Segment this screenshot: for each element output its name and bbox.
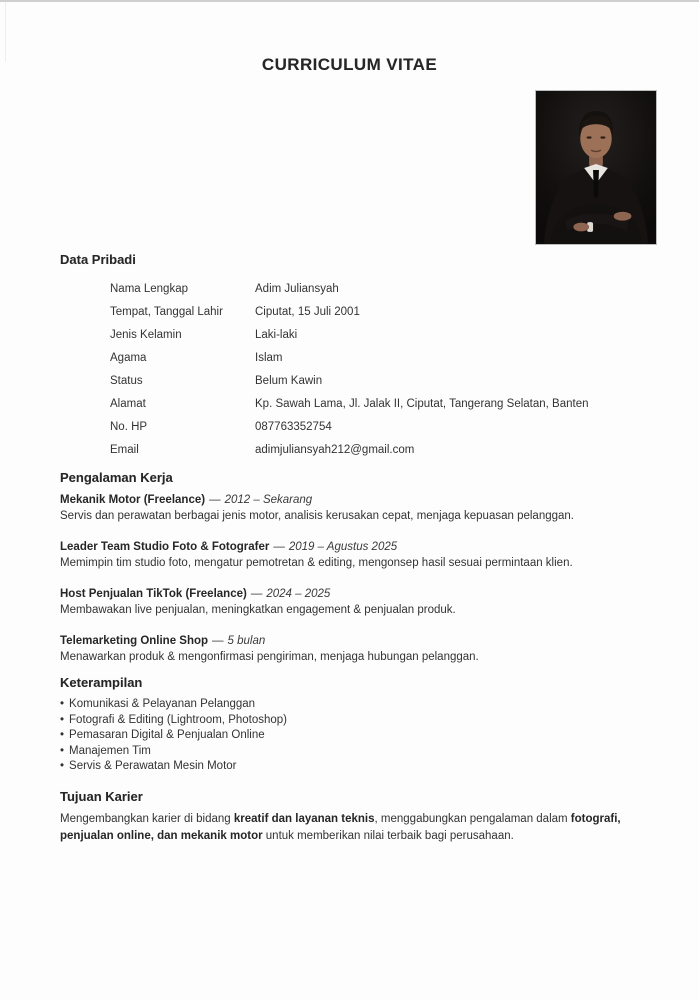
tujuan-karier-heading: Tujuan Karier xyxy=(60,788,143,804)
objective-bold-segment: fotografi, penjualan online, dan mekanik motor xyxy=(60,812,621,842)
skill-item xyxy=(60,728,640,744)
left-eye xyxy=(587,136,592,138)
section-keterampilan xyxy=(60,675,640,775)
keterampilan-heading: Keterampilan xyxy=(60,675,143,690)
dash-separator: — xyxy=(212,635,224,647)
job-description: Memimpin tim studio foto, mengatur pemotretan & editing, mengonsep hasil sesuai permintaan klien. xyxy=(60,557,573,569)
field-label: Status xyxy=(110,374,143,387)
pengalaman-kerja-heading: Pengalaman Kerja xyxy=(60,470,173,485)
personal-row-agama xyxy=(60,346,640,369)
personal-row-ttl xyxy=(60,300,640,323)
skill-label: Fotografi & Editing (Lightroom, Photoshop) xyxy=(69,713,288,726)
job-title-line xyxy=(60,539,640,555)
personal-row-nama xyxy=(60,277,640,300)
field-label: Alamat xyxy=(110,397,146,410)
bullet-glyph: • xyxy=(60,713,65,726)
skill-label: Pemasaran Digital & Penjualan Online xyxy=(69,729,265,741)
job-entry-host-tiktok xyxy=(60,586,640,618)
right-eye xyxy=(600,136,605,138)
field-label: Agama xyxy=(110,351,147,364)
job-description: Servis dan perawatan berbagai jenis motor, analisis kerusakan cepat, menjaga kepuasan pelanggan. xyxy=(60,510,574,522)
portrait-illustration xyxy=(536,91,656,244)
job-entry-telemarketing xyxy=(60,633,640,665)
objective-text-segment: untuk memberikan nilai terbaik bagi perusahaan. xyxy=(262,829,514,842)
skill-item xyxy=(60,713,640,729)
personal-row-jenis-kelamin xyxy=(60,323,640,346)
field-value: Adim Juliansyah xyxy=(255,282,339,295)
skills-list xyxy=(60,697,640,775)
skill-label: Manajemen Tim xyxy=(69,744,151,757)
tie xyxy=(593,170,599,198)
dash-separator: — xyxy=(273,541,285,553)
skill-item xyxy=(60,759,640,775)
job-period: 2012 – Sekarang xyxy=(224,494,313,506)
job-period: 2019 – Agustus 2025 xyxy=(288,541,398,553)
job-title: Mekanik Motor (Freelance) xyxy=(60,494,206,506)
job-title: Telemarketing Online Shop xyxy=(60,635,209,647)
cv-body xyxy=(0,252,699,845)
job-description: Membawakan live penjualan, meningkatkan engagement & penjualan produk. xyxy=(60,604,456,616)
right-hand xyxy=(614,212,632,221)
personal-row-email xyxy=(60,438,640,461)
field-value: Ciputat, 15 Juli 2001 xyxy=(255,305,360,318)
dash-separator: — xyxy=(209,494,221,506)
dash-separator: — xyxy=(250,588,263,600)
objective-text-segment: , menggabungkan pengalaman dalam xyxy=(374,812,571,825)
section-data-pribadi xyxy=(60,252,640,461)
left-hand xyxy=(573,223,589,232)
personal-rows xyxy=(60,277,640,461)
email-value: adimjuliansyah212@gmail.com xyxy=(255,443,415,456)
objective-bold-segment: kreatif dan layanan teknis xyxy=(233,812,375,825)
job-period: 2024 – 2025 xyxy=(266,588,331,600)
job-title: Leader Team Studio Foto & Fotografer xyxy=(60,541,270,553)
objective-paragraph xyxy=(60,811,640,845)
field-label: No. HP xyxy=(110,420,148,433)
field-value: Islam xyxy=(255,351,283,364)
personal-row-alamat xyxy=(60,392,640,415)
section-pengalaman-kerja xyxy=(60,470,640,665)
field-label: Email xyxy=(110,443,139,456)
bullet-glyph: • xyxy=(60,744,65,757)
skill-label: Komunikasi & Pelayanan Pelanggan xyxy=(69,698,256,710)
field-label: Nama Lengkap xyxy=(110,282,188,295)
field-value: Belum Kawin xyxy=(255,374,323,387)
field-value: 087763352754 xyxy=(255,420,332,433)
data-pribadi-heading: Data Pribadi xyxy=(60,252,136,267)
job-title: Host Penjualan TikTok (Freelance) xyxy=(60,588,247,600)
skill-item xyxy=(60,697,640,713)
bullet-glyph: • xyxy=(60,698,65,710)
job-entry-leader-studio-foto xyxy=(60,539,640,571)
section-tujuan-karier xyxy=(60,789,640,845)
job-entry-mekanik-motor xyxy=(60,492,640,524)
field-label: Tempat, Tanggal Lahir xyxy=(110,305,223,318)
field-value: Laki-laki xyxy=(255,328,298,341)
scan-artifact-line xyxy=(5,2,6,62)
skill-label: Servis & Perawatan Mesin Motor xyxy=(69,760,237,772)
job-description: Menawarkan produk & mengonfirmasi pengiriman, menjaga hubungan pelanggan. xyxy=(60,651,479,663)
skill-item xyxy=(60,744,640,760)
bullet-glyph: • xyxy=(60,760,65,772)
bullet-glyph: • xyxy=(60,729,65,741)
page-title: CURRICULUM VITAE xyxy=(261,55,438,74)
field-label: Jenis Kelamin xyxy=(110,328,182,341)
job-title-line xyxy=(60,586,640,602)
job-title-line xyxy=(60,633,640,649)
field-value: Kp. Sawah Lama, Jl. Jalak II, Ciputat, Tangerang Selatan, Banten xyxy=(255,397,589,410)
job-title-line xyxy=(60,492,640,508)
applicant-photo xyxy=(535,90,657,245)
personal-row-no-hp xyxy=(60,415,640,438)
job-period: 5 bulan xyxy=(227,635,266,647)
personal-row-status xyxy=(60,369,640,392)
objective-text-segment: Mengembangkan karier di bidang xyxy=(60,812,234,825)
